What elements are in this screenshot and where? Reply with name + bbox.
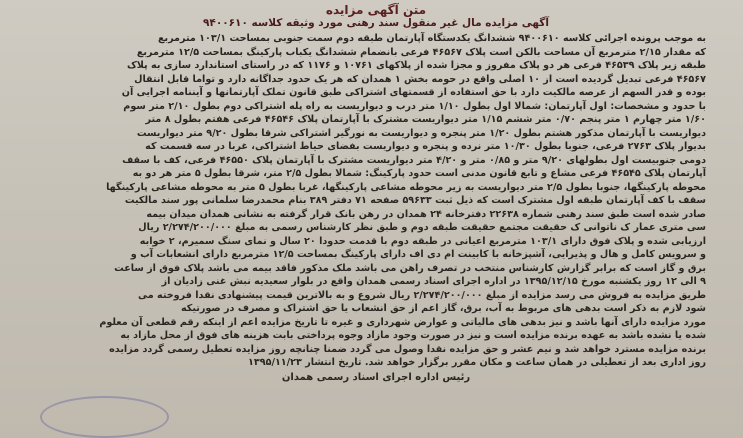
notice-line: آپارتمان پلاک ۴۶۵۴۵ فرعی مشاع و تابع قانون مدنی است حدود پارکینگ: شمالا بطول ۲/۵ متر، شرقا بطول ۵ متر هر دو به — [132, 168, 706, 179]
notice-line: شده یا نشده باشد به عهده برنده مزایده است و نیز در صورت وجود مازاد وجوه پرداختی بابت هزینه های فوق از محل مازاد به — [120, 330, 706, 341]
handwritten-signature-mark — [40, 396, 169, 438]
notice-line: با حدود و مشخصات: اول آپارتمان: شمالا اول بطول ۱/۱۰ متر درب و دیواریست به راه پله اشتراکی دوم بطول ۲/۱۰ متر سوم — [123, 100, 706, 112]
notice-line: ۴۶۵۶۷ فرعی تبدیل گردیده است از ۱۰ اصلی واقع در حومه بخش ۱ همدان که هر یک حدود جداگانه دارد و تواما قابل انتقال — [134, 73, 706, 85]
notice-line: برق و گاز است که برابر گزارش کارشناس منتخب در تصرف راهن می باشد ملک مذکور فاقد بیمه می باشد پلاک فوق از ساعت — [114, 262, 706, 274]
notice-title: متن آگهی مزایده — [325, 3, 427, 17]
notice-line: به موجب پرونده اجرائی کلاسه ۹۴۰۰۶۱۰ ششدانگ یکدستگاه آپارتمان طبقه دوم سمت جنوبی بمساحت ۱۰۳/۱ مترمربع — [157, 33, 706, 44]
notice-line: دومی جنوبیست اول بطولهای ۹/۲۰ متر و ۰/۸۵ متر و ۴/۲۰ متر دیواریست مشترک با آپارتمان پلاک ۴۶۵۵۰ فرعی، کف با سقف — [122, 154, 706, 166]
notice-line: طریق مزایده به فروش می رسد مزایده از مبلغ ۲/۲۷۴/۲۰۰/۰۰۰ ریال شروع و به بالاترین قیمت پیشنهادی نقدا فروخته می — [138, 289, 706, 301]
notice-line: بوده و قدر السهم از عرصه مالکیت دارد با حق استفاده از قسمتهای اشتراکی طبق قانون تملک آپارتمانها و آیننامه اجرایی آن — [121, 87, 706, 98]
notice-line: ۱/۶۰ متر چهارم ۱ متر پنجم ۰/۷۰ متر ششم ۱/۱۵ متر دیواریست مشترک با آپارتمان پلاک ۴۶۵۴۶ فرعی هفتم بطول ۸ متر — [145, 114, 706, 125]
notice-line: برنده مزایده مسترد خواهد شد و نیم عشر و حق مزایده نقدا وصول می گردد ضمنا چنانچه روز مزایده تعطیل رسمی گردد مزایده — [109, 343, 706, 355]
notice-line: بدیوار پلاک ۲۷۶۳ فرعی، جنوبا بطول ۱۰/۳۰ متر نرده و پنجره و دیواریست بفضای حیاط اشتراکی، غربا در سه قسمت که — [145, 141, 706, 152]
notice-subtitle: آگهی مزایده مال غیر منقول سند رهنی مورد وثیقه کلاسه ۹۴۰۰۶۱۰ — [203, 17, 549, 29]
notice-line: سقف با کف آپارتمان طبقه اول مشترک است که ذیل ثبت ۵۹۶۳۳ صفحه ۷۱ دفتر ۳۸۹ بنام محمدرضا سلمانی پور سند مالکیت — [124, 195, 706, 206]
notice-line: محوطه پارکینگها، جنوبا بطول ۲/۵ متر دیواریست به زیر محوطه مشاعی پارکینگها، غربا بطول ۵ متر به محوطه مشاعی پارکینگها — [106, 181, 706, 193]
notice-line: روز اداری بعد از تعطیلی در همان ساعت و مکان مقرر برگزار خواهد شد. تاریخ انتشار ۱۳۹۵/۱۱/۲۳ — [248, 357, 706, 368]
notice-line: شود لازم به ذکر است بدهی های مربوط به آب، برق، گاز اعم از حق انشعاب یا حق اشتراک و مصرف در صورتیکه — [180, 303, 706, 314]
notice-line: مورد مزایده دارای آنها باشد و نیز بدهی های مالیاتی و عوارض شهرداری و غیره تا تاریخ مزایده اعم از اینکه رقم قطعی آن معلوم — [99, 316, 706, 328]
notice-line: طبقه زیر پلاک ۴۶۵۳۹ فرعی هر دو پلاک مفروز و مجزا شده از پلاکهای ۱۰۷۶۱ و ۱۱۷۶ که در راستای استاندارد سازی به پلاک — [126, 60, 706, 71]
notice-line: که مقدار ۲/۱۵ مترمربع آن مساحت بالکن است پلاک ۴۶۵۶۷ فرعی بانضمام ششدانگ یکباب پارکینگ بمساحت ۱۲/۵ مترمربع — [136, 46, 706, 58]
notice-line: سی متری عمار ک ناتوانی ک حقیقت مجتمع حقیقت طبقه دوم و طبق نظر کارشناس رسمی به مبلغ ۲/۲۷۴/۲۰۰/۰۰۰ ریال — [138, 222, 706, 233]
notice-signature: رئیس اداره اجرای اسناد رسمی همدان — [281, 371, 471, 383]
auction-notice — [46, 3, 706, 435]
notice-line: و سرویس کامل و هال و پذیرایی، آشپزخانه با کابینت ام دی اف دارای پارکینگ بمساحت ۱۲/۵ مترمربع دارای انشعابات آب و — [130, 249, 706, 260]
notice-line: صادر شده است طبق سند رهنی شماره ۲۲۶۳۸ دفترخانه ۲۴ همدان در رهن بانک قرار گرفته به نشانی همدان میدان بیمه — [146, 208, 706, 220]
notice-line: ارزیابی شده و پلاک فوق دارای ۱۰۳/۱ مترمربع اعیانی در طبقه دوم با قدمت حدودا ۲۰ سال و نمای سنگ سمیرم، ۲ خوابه — [139, 235, 706, 247]
notice-body — [46, 32, 706, 370]
notice-line: ۹ الی ۱۲ روز یکشنبه مورخ ۱۳۹۵/۱۲/۱۵ در اداره اجرای اسناد رسمی همدان واقع در بلوار سعیدیه نبش غنی زادیان از — [161, 276, 706, 287]
notice-line: دیواریست با آپارتمان مذکور هشتم بطول ۱/۲۰ متر پنجره و دیواریست به نورگیر اشتراکی شرقا بطول ۹/۲۰ متر دیواریست — [136, 127, 706, 139]
